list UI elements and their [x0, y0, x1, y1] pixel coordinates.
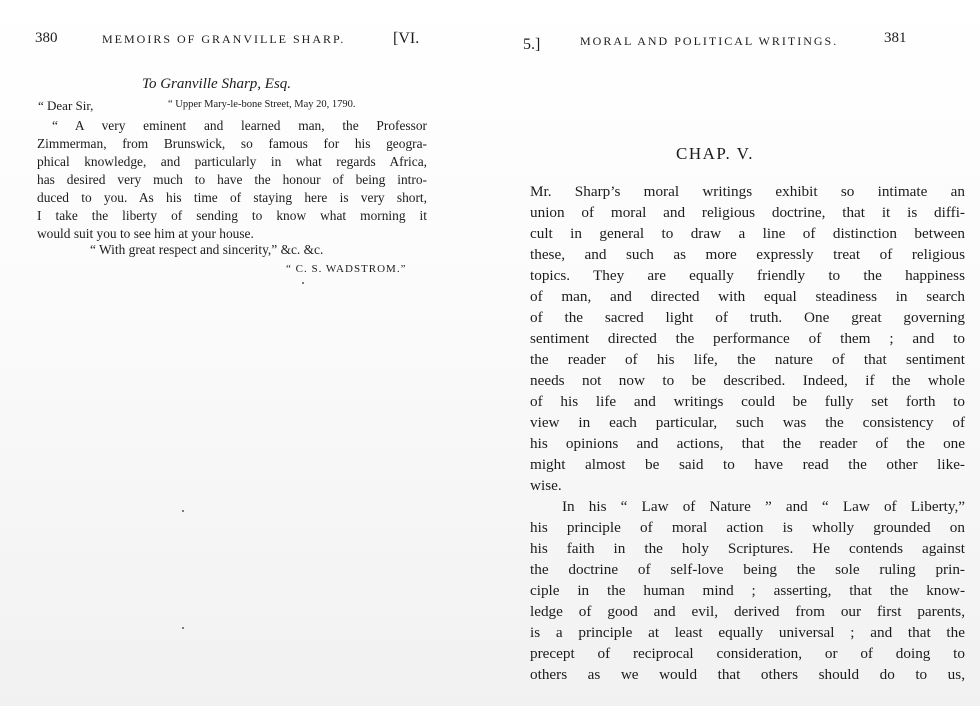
text-line: his faith in the holy Scriptures. He contends against [530, 540, 965, 557]
address-line: “ Upper Mary-le-bone Street, May 20, 1790. [168, 99, 356, 110]
text-line: Mr. Sharp’s moral writings exhibit so intimate an [530, 183, 965, 200]
running-title: MEMOIRS OF GRANVILLE SHARP. [102, 32, 346, 46]
letter-closing: “ With great respect and sincerity,” &c. &c. [90, 242, 324, 257]
text-line: is a principle at least equally universal ; and that the [530, 624, 965, 641]
salutation: “ Dear Sir, [38, 98, 94, 113]
page-number: 381 [884, 30, 907, 46]
letter-heading: To Granville Sharp, Esq. [142, 76, 292, 92]
ink-speck [302, 282, 304, 284]
running-title: MORAL AND POLITICAL WRITINGS. [580, 34, 839, 48]
letter-signature: “ C. S. WADSTROM.” [286, 263, 407, 275]
chapter-title: CHAP. V. [676, 144, 754, 163]
text-line: his principle of moral action is wholly grounded on [530, 519, 965, 536]
letter-line: I take the liberty of sending to know what morning it [37, 208, 427, 223]
text-line: precept of reciprocal consideration, or of doing to [530, 645, 965, 662]
letter-line: phical knowledge, and particularly in what regards Africa, [37, 154, 427, 169]
ink-speck [182, 627, 184, 629]
text-line: wise. [530, 477, 562, 494]
text-line: of the sacred light of truth. One great governing [530, 309, 965, 326]
text-line: needs not now to be described. Indeed, if the whole [530, 372, 965, 389]
ink-speck [182, 510, 184, 512]
text-line: ciple in the human mind ; asserting, that the know- [530, 582, 965, 599]
letter-line: Zimmerman, from Brunswick, so famous for his geogra- [37, 136, 427, 151]
text-line: of his life and writings could be fully set forth to [530, 393, 965, 410]
text-line: sentiment directed the performance of them ; and to [530, 330, 965, 347]
text-line: might almost be said to have read the other like- [530, 456, 965, 473]
left-page [0, 0, 470, 706]
page-number: 380 [35, 30, 58, 46]
text-line: his opinions and actions, that the reader of the one [530, 435, 965, 452]
letter-line: has desired very much to have the honour of being intro- [37, 172, 427, 187]
text-line: the reader of his life, the nature of that sentiment [530, 351, 965, 368]
text-line: union of moral and religious doctrine, that it is diffi- [530, 204, 965, 221]
text-line: ledge of good and evil, derived from our first parents, [530, 603, 965, 620]
text-line: the doctrine of self-love being the sole ruling prin- [530, 561, 965, 578]
letter-line: “ A very eminent and learned man, the Professor [52, 118, 427, 133]
section-marker: 5.] [523, 36, 541, 53]
right-page [500, 0, 980, 706]
text-line: others as we would that others should do to us, [530, 666, 965, 683]
text-line: view in each particular, such was the consistency of [530, 414, 965, 431]
letter-line: duced to you. As his time of staying here is very short, [37, 190, 427, 205]
text-line: of man, and directed with equal steadiness in search [530, 288, 965, 305]
section-marker: [VI. [393, 30, 420, 47]
text-line: In his “ Law of Nature ” and “ Law of Liberty,” [562, 498, 965, 515]
text-line: topics. They are equally friendly to the happiness [530, 267, 965, 284]
letter-line: would suit you to see him at your house. [37, 226, 254, 241]
text-line: these, and such as more expressly treat of religious [530, 246, 965, 263]
text-line: cult in general to draw a line of distinction between [530, 225, 965, 242]
